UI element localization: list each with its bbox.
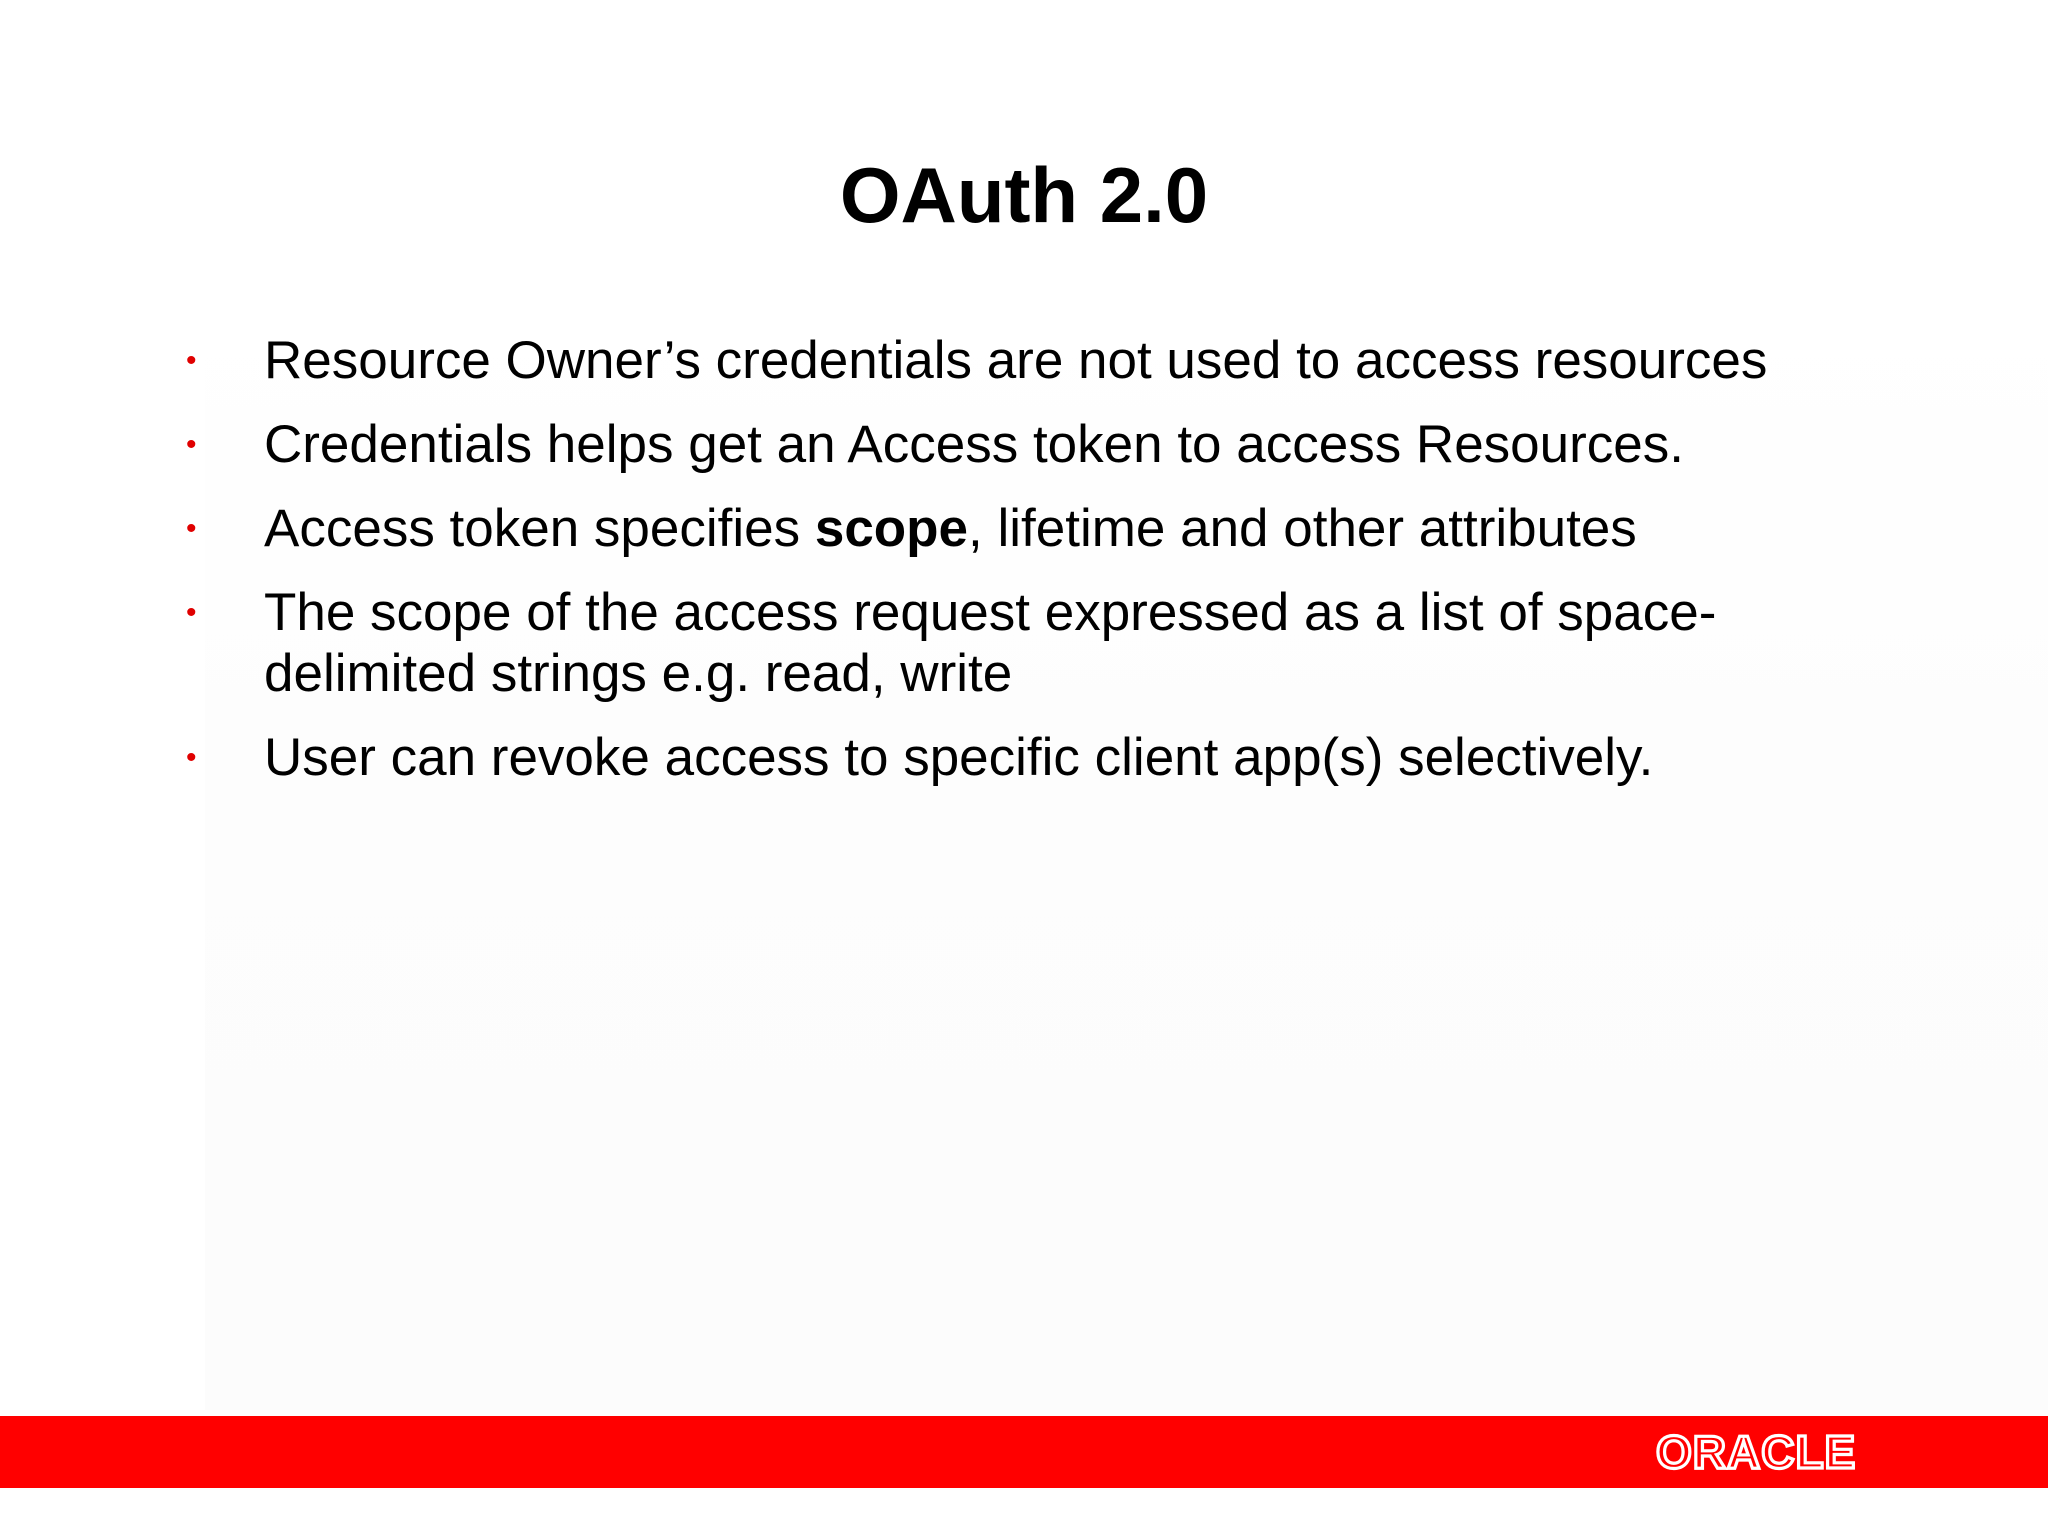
bullet-dot-icon: • [186,596,197,629]
oracle-logo [1656,1428,1886,1476]
bullet-dot-icon: • [186,741,197,774]
bullet-item [186,582,1844,704]
bullet-item [186,330,1844,391]
bullet-text-after: , lifetime and other attributes [968,499,1637,558]
bullet-dot-icon: • [186,344,197,377]
bullet-text: Credentials helps get an Access token to access Resources. [264,415,1684,474]
slide-title: OAuth 2.0 [839,151,1209,239]
bullet-text-before: Access token specifies [264,499,815,558]
footer-bar [0,1416,2048,1488]
bullet-text: User can revoke access to specific client app(s) selectively. [264,728,1654,787]
bullet-item [186,727,1844,788]
bullet-text: The scope of the access request expressed as a list of space-delimited strings e.g. read, write [264,583,1717,703]
bullet-dot-icon: • [186,512,197,545]
bullet-list [186,330,1844,811]
bullet-dot-icon: • [186,428,197,461]
bullet-bold-term: scope [814,499,969,558]
bullet-text: Resource Owner’s credentials are not used to access resources [264,331,1768,390]
bullet-item [186,414,1844,475]
oracle-logo-text: ORACLE [1656,1428,1857,1476]
bullet-item [186,498,1844,559]
